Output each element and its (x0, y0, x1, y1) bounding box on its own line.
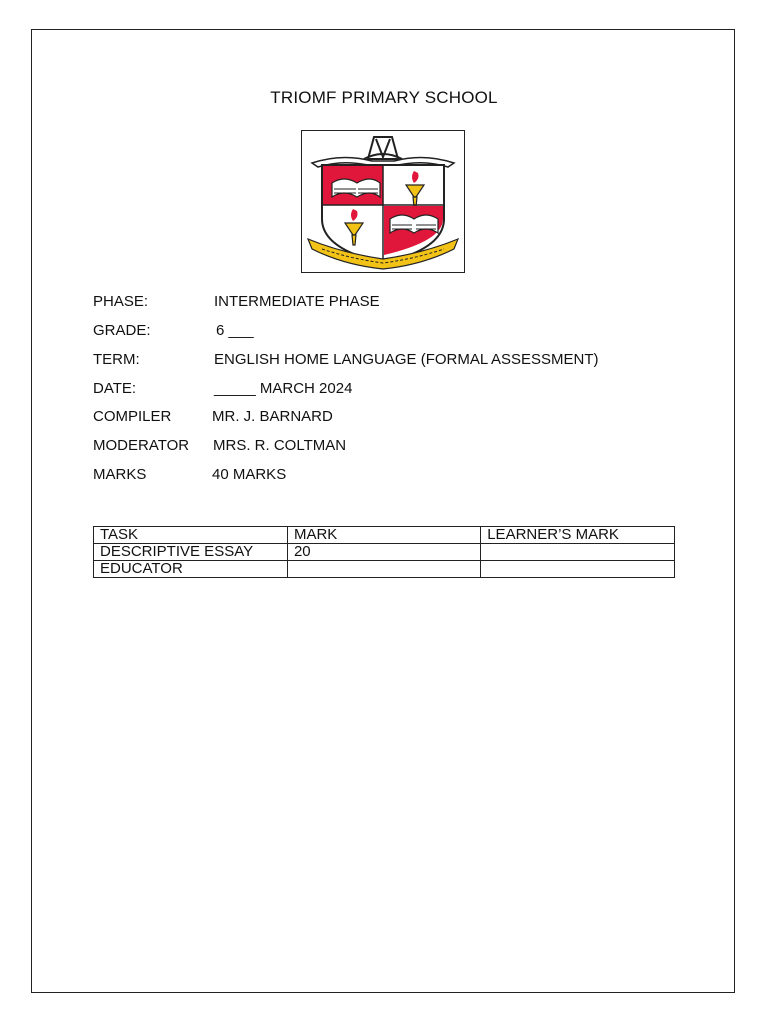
detail-value: ENGLISH HOME LANGUAGE (FORMAL ASSESSMENT) (214, 351, 599, 368)
school-crest (301, 130, 465, 273)
detail-label: DATE: (93, 380, 137, 397)
table-header-row (94, 527, 675, 544)
school-crest-icon (302, 131, 464, 272)
detail-label: TERM: (93, 351, 140, 368)
detail-label: PHASE: (93, 293, 149, 310)
table-cell (287, 561, 480, 578)
detail-label: MODERATOR (93, 437, 190, 454)
table-cell: EDUCATOR (94, 561, 288, 578)
detail-label: GRADE: (93, 322, 151, 339)
detail-value: 40 MARKS (212, 466, 287, 483)
table-cell (481, 544, 675, 561)
detail-value: 6 ___ (216, 322, 254, 339)
detail-value: INTERMEDIATE PHASE (214, 293, 380, 310)
table-header-cell: TASK (94, 527, 288, 544)
detail-label: MARKS (93, 466, 147, 483)
detail-value: MR. J. BARNARD (212, 408, 333, 425)
table-header-cell: MARK (287, 527, 480, 544)
table-header-cell: LEARNER’S MARK (481, 527, 675, 544)
table-cell: DESCRIPTIVE ESSAY (94, 544, 288, 561)
table-row (94, 544, 675, 561)
assessment-table (93, 526, 675, 578)
school-title: TRIOMF PRIMARY SCHOOL (270, 88, 498, 107)
table-cell: 20 (287, 544, 480, 561)
detail-label: COMPILER (93, 408, 172, 425)
detail-value: MRS. R. COLTMAN (213, 437, 347, 454)
table-row (94, 561, 675, 578)
detail-value: _____ MARCH 2024 (214, 380, 353, 397)
table-cell (481, 561, 675, 578)
